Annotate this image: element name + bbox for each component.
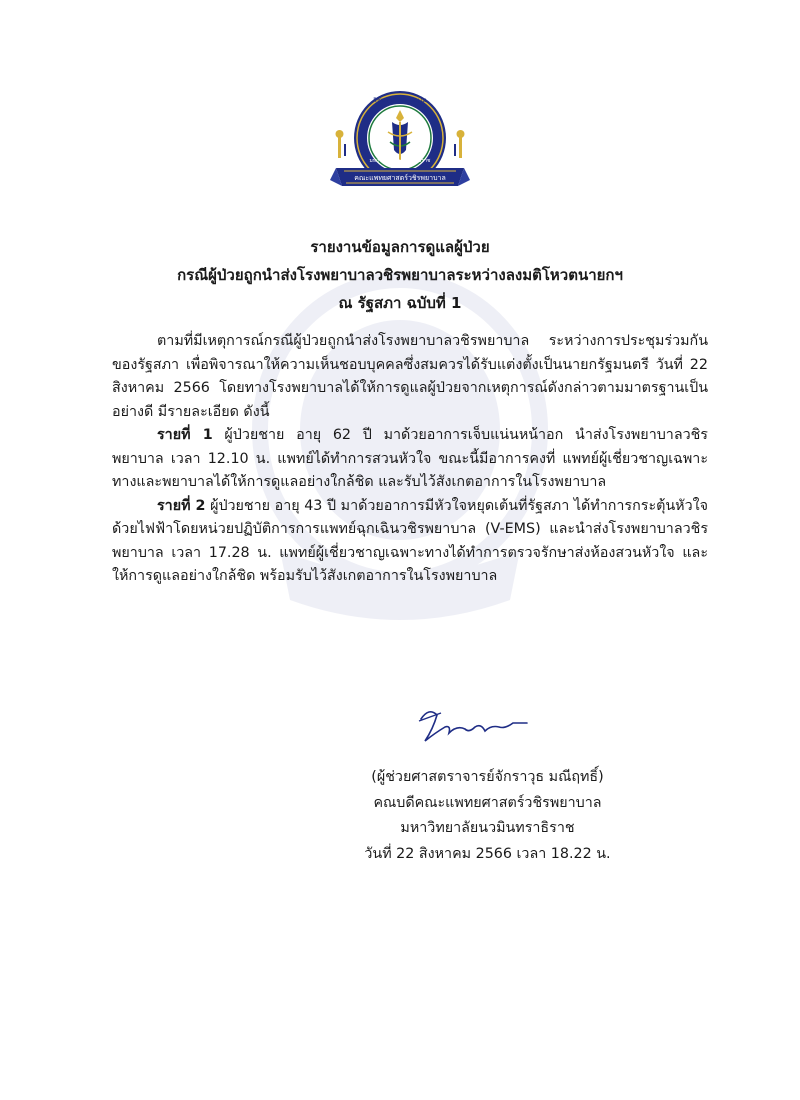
intro-paragraph: ตามที่มีเหตุการณ์กรณีผู้ป่วยถูกนำส่งโรงพยาบาลวชิรพยาบาล ระหว่างการประชุมร่วมกันของรัฐสภา เพื่อพิจารณาให้ความเห็นชอบบุคคลซึ่งสมควรได้รับแต่งตั้งเป็นนายกรัฐมนตรี วันที่ 22 สิงหาคม 2566 โดยทางโรงพยาบาลได้ให้การดูแลผู้ป่วยจากเหตุการณ์ดังกล่าวตามมาตรฐานเป็นอย่างดี มีรายละเอียด ดังนี้ (112, 333, 708, 420)
title-line-3: ณ รัฐสภา ฉบับที่ 1 (338, 294, 462, 312)
case-2-label: รายที่ 2 (157, 497, 206, 514)
signer-block (330, 765, 645, 867)
report-body (112, 330, 708, 589)
logo-banner-text: คณะแพทยศาสตร์วชิรพยาบาล (354, 174, 446, 182)
case-2-text: ผู้ป่วยชาย อายุ 43 ปี มาด้วยอาการมีหัวใจหยุดเต้นที่รัฐสภา ได้ทำการกระตุ้นหัวใจด้วยไฟฟ้าโดยหน่วยปฏิบัติการการแพทย์ฉุกเฉินวชิรพยาบาล (V-EMS) และนำส่งโรงพยาบาลวชิรพยาบาล เวลา 17.28 น. แพทย์ผู้เชี่ยวชาญเฉพาะทางได้ทำการตรวจรักษาส่งห้องสวนหัวใจ และให้การดูแลอย่างใกล้ชิด พร้อมรับไว้สังเกตอาการในโรงพยาบาล (112, 497, 708, 584)
handwritten-signature (415, 705, 535, 750)
title-line-1: รายงานข้อมูลการดูแลผู้ป่วย (310, 238, 490, 256)
case-1-paragraph (112, 424, 708, 495)
signer-position: คณบดีคณะแพทยศาสตร์วชิรพยาบาล (373, 794, 602, 811)
title-line-2: กรณีผู้ป่วยถูกนำส่งโรงพยาบาลวชิรพยาบาลระหว่างลงมติโหวตนายกฯ (177, 266, 623, 284)
right-ornament-icon (454, 130, 465, 158)
logo-ribbon-text: มหาวิทยาลัยนวมินทราธิราช (369, 158, 431, 164)
faculty-logo (330, 88, 470, 203)
left-ornament-icon (336, 130, 347, 158)
case-1-label: รายที่ 1 (157, 427, 213, 443)
logo-top-text: วิชชา ปุริสสะ เสนฺโม (373, 97, 427, 104)
signer-university: มหาวิทยาลัยนวมินทราธิราช (400, 820, 575, 836)
case-2-paragraph (112, 495, 708, 589)
case-1-text: ผู้ป่วยชาย อายุ 62 ปี มาด้วยอาการเจ็บแน่นหน้าอก นำส่งโรงพยาบาลวชิรพยาบาล เวลา 12.10 น. แพทย์ได้ทำการสวนหัวใจ ขณะนี้มีอาการคงที่ แพทย์ผู้เชี่ยวชาญเฉพาะทางและพยาบาลได้ให้การดูแลอย่างใกล้ชิด และรับไว้สังเกตอาการในโรงพยาบาล (112, 427, 708, 490)
signer-name: (ผู้ช่วยศาสตราจารย์จักราวุธ มณีฤทธิ์) (371, 769, 604, 785)
document-title (100, 233, 700, 317)
signed-date: วันที่ 22 สิงหาคม 2566 เวลา 18.22 น. (364, 845, 611, 862)
